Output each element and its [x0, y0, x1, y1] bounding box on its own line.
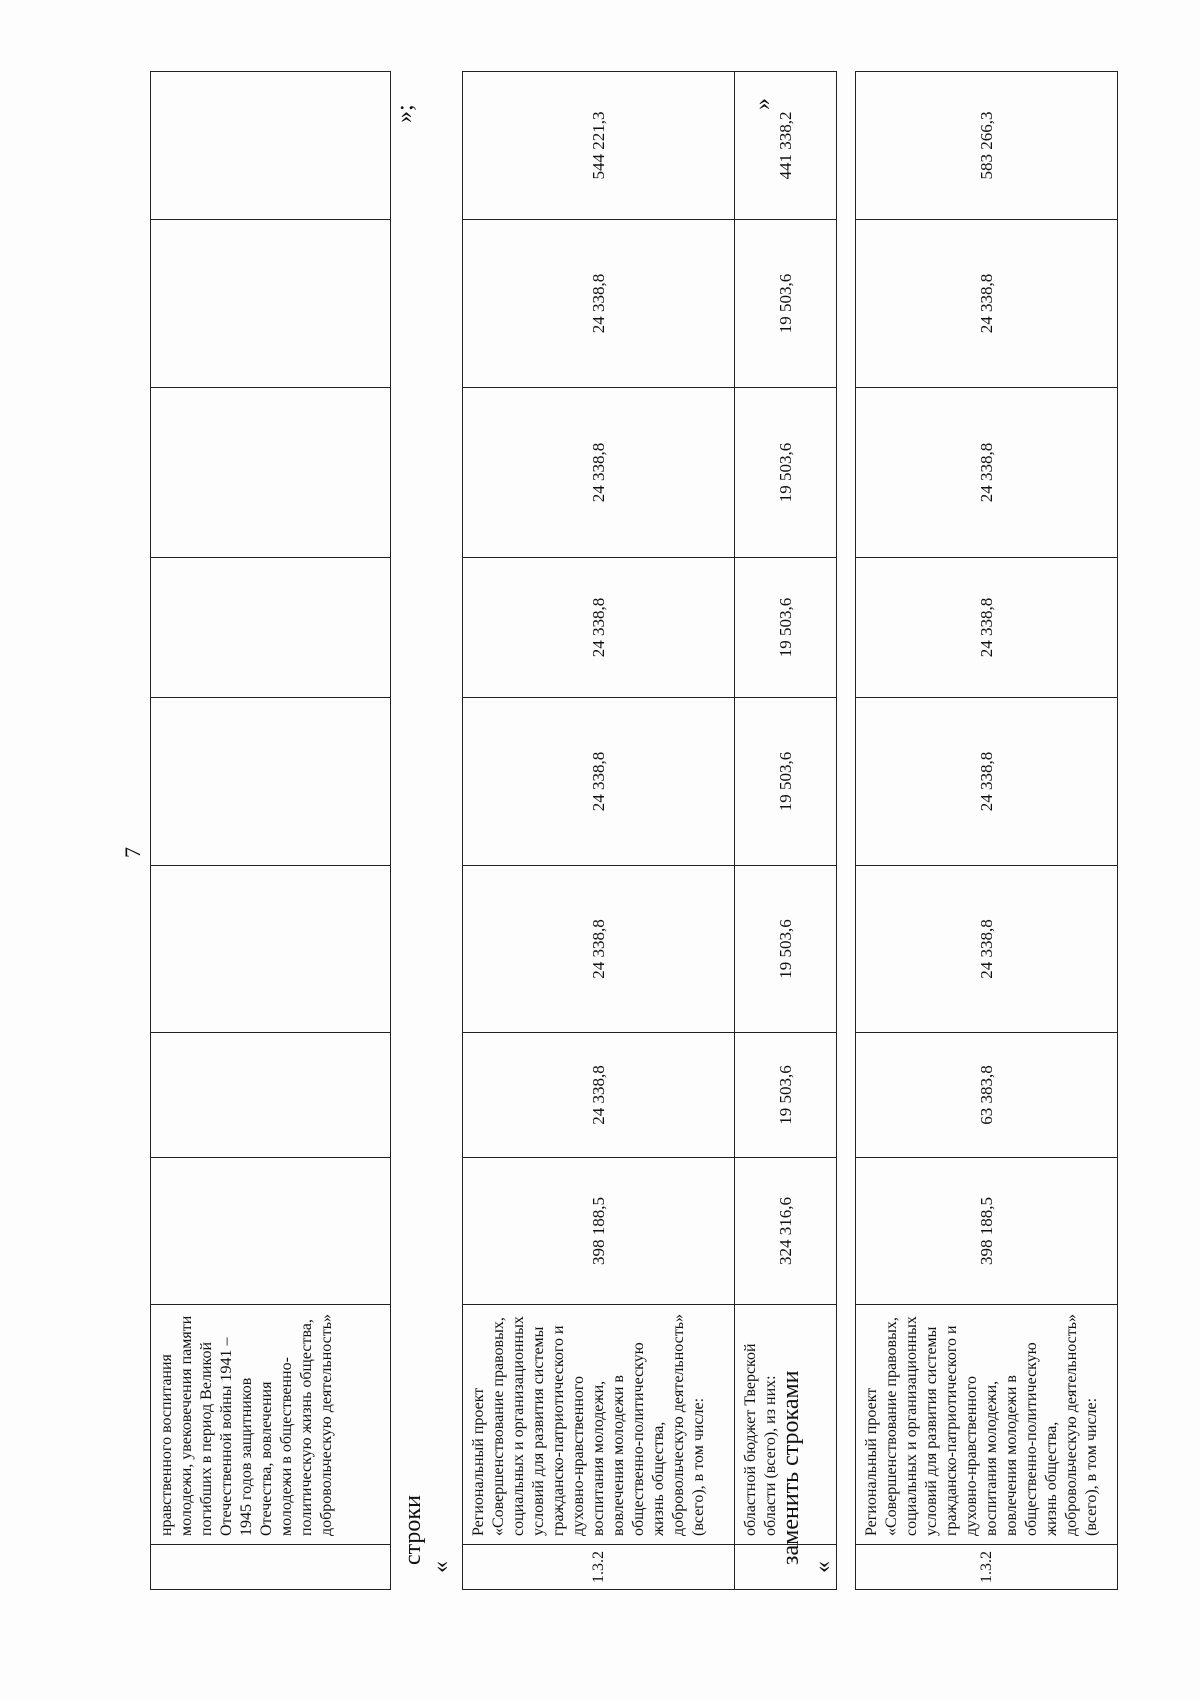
name-cell: Региональный проект «Совершенствование правовых, социальных и организационных условий для развития системы гражданско-патриотического и духовно-нравственного воспитания молодежи, вовлечения молодежи в общественно-политическую жизнь общества, добровольческую деятельность» (всего), в том числе: — [856, 1305, 1118, 1545]
value-cell: 24 338,8 — [856, 698, 1118, 866]
section1-close-quote: » — [750, 98, 776, 110]
table-row — [735, 72, 837, 1590]
value-cell: 19 503,6 — [735, 1033, 837, 1158]
name-cell: Региональный проект «Совершенствование правовых, социальных и организационных условий для развития системы гражданско-патриотического и духовно-нравственного воспитания молодежи, вовлечения молодежи в общественно-политическую жизнь общества, добровольческую деятельность» (всего), в том числе: — [463, 1305, 735, 1545]
value-cell: 544 221,3 — [463, 72, 735, 220]
section2-heading: заменить строками — [778, 1370, 804, 1565]
code-cell: 1.3.2 — [856, 1545, 1118, 1590]
code-cell — [151, 1545, 391, 1590]
value-cell: 24 338,8 — [856, 220, 1118, 388]
closing-quote-mark: »; — [392, 104, 418, 123]
value-cell — [151, 1033, 391, 1158]
value-cell: 19 503,6 — [735, 220, 837, 388]
value-cell — [151, 72, 391, 220]
value-cell — [151, 388, 391, 558]
table-row — [463, 72, 735, 1590]
value-cell — [151, 558, 391, 698]
page-number: 7 — [120, 847, 145, 858]
value-cell: 24 338,8 — [463, 558, 735, 698]
value-cell: 24 338,8 — [463, 1033, 735, 1158]
value-cell: 441 338,2 — [735, 72, 837, 220]
value-cell: 398 188,5 — [856, 1158, 1118, 1305]
value-cell: 583 266,3 — [856, 72, 1118, 220]
value-cell: 19 503,6 — [735, 866, 837, 1033]
top-table — [150, 71, 391, 1590]
value-cell: 398 188,5 — [463, 1158, 735, 1305]
section2-open-quote: « — [810, 1561, 836, 1573]
value-cell: 19 503,6 — [735, 558, 837, 698]
value-cell: 63 383,8 — [856, 1033, 1118, 1158]
value-cell — [151, 866, 391, 1033]
value-cell: 24 338,8 — [856, 558, 1118, 698]
section1-table — [462, 71, 837, 1590]
section1-heading: строки — [400, 1495, 426, 1565]
value-cell: 24 338,8 — [463, 220, 735, 388]
section2-table — [855, 71, 1118, 1590]
value-cell: 19 503,6 — [735, 388, 837, 558]
value-cell: 24 338,8 — [856, 388, 1118, 558]
name-cell: нравственного воспитания молодежи, увековечения памяти погибших в период Великой Отечественной войны 1941 – 1945 годов защитников Отечества, вовлечения молодежи в общественно-политическую жизнь общества, добровольческую деятельность» — [151, 1305, 391, 1545]
code-cell: 1.3.2 — [463, 1545, 735, 1590]
value-cell: 24 338,8 — [463, 866, 735, 1033]
value-cell: 24 338,8 — [856, 866, 1118, 1033]
section1-open-quote: « — [428, 1561, 454, 1573]
value-cell — [151, 698, 391, 866]
value-cell: 24 338,8 — [463, 388, 735, 558]
value-cell: 324 316,6 — [735, 1158, 837, 1305]
table-row — [856, 72, 1118, 1590]
value-cell — [151, 1158, 391, 1305]
value-cell: 19 503,6 — [735, 698, 837, 866]
value-cell: 24 338,8 — [463, 698, 735, 866]
name-cell: областной бюджет Тверской области (всего), из них: — [735, 1305, 837, 1545]
value-cell — [151, 220, 391, 388]
